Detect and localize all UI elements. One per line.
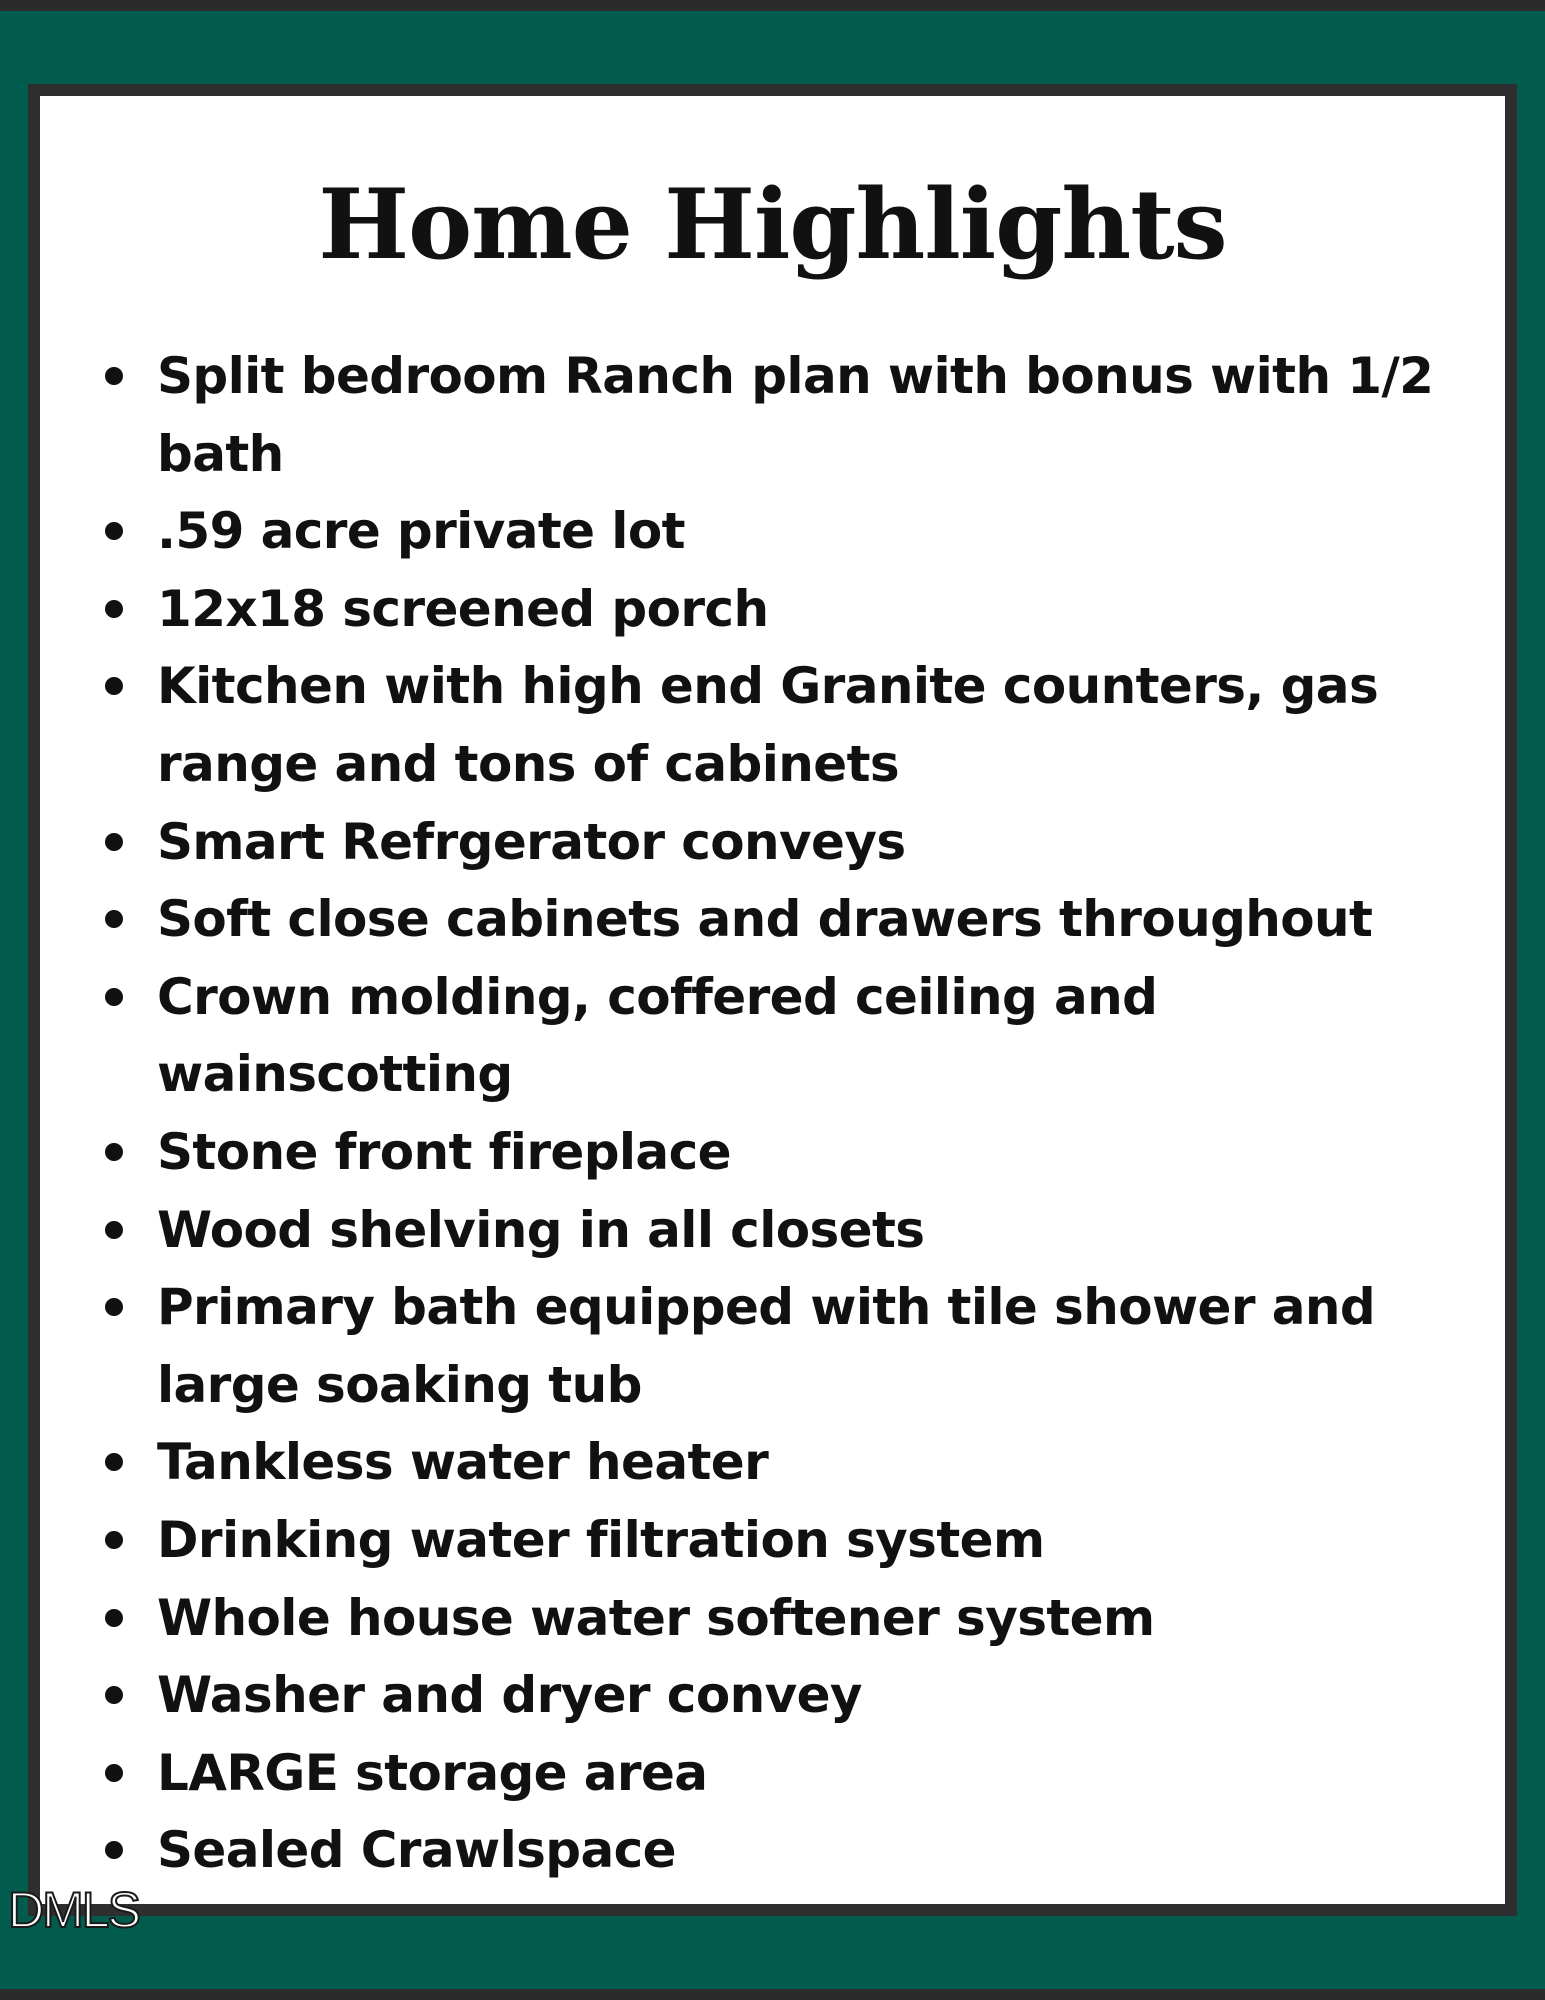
list-item [95, 1269, 1455, 1424]
list-item-text: Sealed Crawlspace [157, 1821, 676, 1880]
list-item [95, 1657, 1455, 1735]
list-item-text: Wood shelving in all closets [157, 1200, 925, 1259]
list-item [95, 1735, 1455, 1813]
list-item [95, 1114, 1455, 1192]
list-item-text: Smart Refrgerator conveys [157, 812, 906, 871]
list-item-text: Primary bath equipped with tile shower and large soaking tub [157, 1278, 1376, 1414]
page-title: Home Highlights [318, 168, 1227, 281]
list-item-text: 12x18 screened porch [157, 579, 769, 638]
list-item [95, 338, 1455, 493]
highlights-list [95, 338, 1455, 1890]
list-item [95, 1192, 1455, 1270]
bullet-icon [105, 522, 123, 540]
bullet-icon [105, 988, 123, 1006]
bullet-icon [105, 1686, 123, 1704]
list-item-text: LARGE storage area [157, 1743, 708, 1802]
list-item-text: Tankless water heater [157, 1433, 769, 1492]
list-item [95, 959, 1455, 1114]
list-item [95, 648, 1455, 803]
list-item [95, 881, 1455, 959]
list-item [95, 493, 1455, 571]
list-item [95, 1812, 1455, 1890]
bullet-icon [105, 1841, 123, 1859]
bullet-icon [105, 833, 123, 851]
bullet-icon [105, 677, 123, 695]
list-item [95, 571, 1455, 649]
bullet-icon [105, 1298, 123, 1316]
list-item-text: Whole house water softener system [157, 1588, 1155, 1647]
list-item [95, 1424, 1455, 1502]
bullet-icon [105, 367, 123, 385]
bullet-icon [105, 600, 123, 618]
bullet-icon [105, 1453, 123, 1471]
bullet-icon [105, 1764, 123, 1782]
list-item-text: Drinking water filtration system [157, 1510, 1045, 1569]
list-item [95, 1580, 1455, 1658]
list-item-text: Soft close cabinets and drawers throughout [157, 890, 1373, 949]
bullet-icon [105, 1531, 123, 1549]
list-item-text: .59 acre private lot [157, 502, 685, 561]
bullet-icon [105, 1609, 123, 1627]
list-item-text: Washer and dryer convey [157, 1666, 862, 1725]
list-item-text: Split bedroom Ranch plan with bonus with 1/2 bath [157, 347, 1434, 483]
bullet-icon [105, 1143, 123, 1161]
list-item-text: Stone front fireplace [157, 1122, 731, 1181]
list-item-text: Crown molding, coffered ceiling and wainscotting [157, 967, 1158, 1104]
bullet-icon [105, 910, 123, 928]
list-item [95, 1502, 1455, 1580]
bullet-icon [105, 1221, 123, 1239]
list-item [95, 804, 1455, 882]
mls-watermark: DMLS [8, 1882, 139, 1938]
list-item-text: Kitchen with high end Granite counters, gas range and tons of cabinets [157, 657, 1379, 793]
